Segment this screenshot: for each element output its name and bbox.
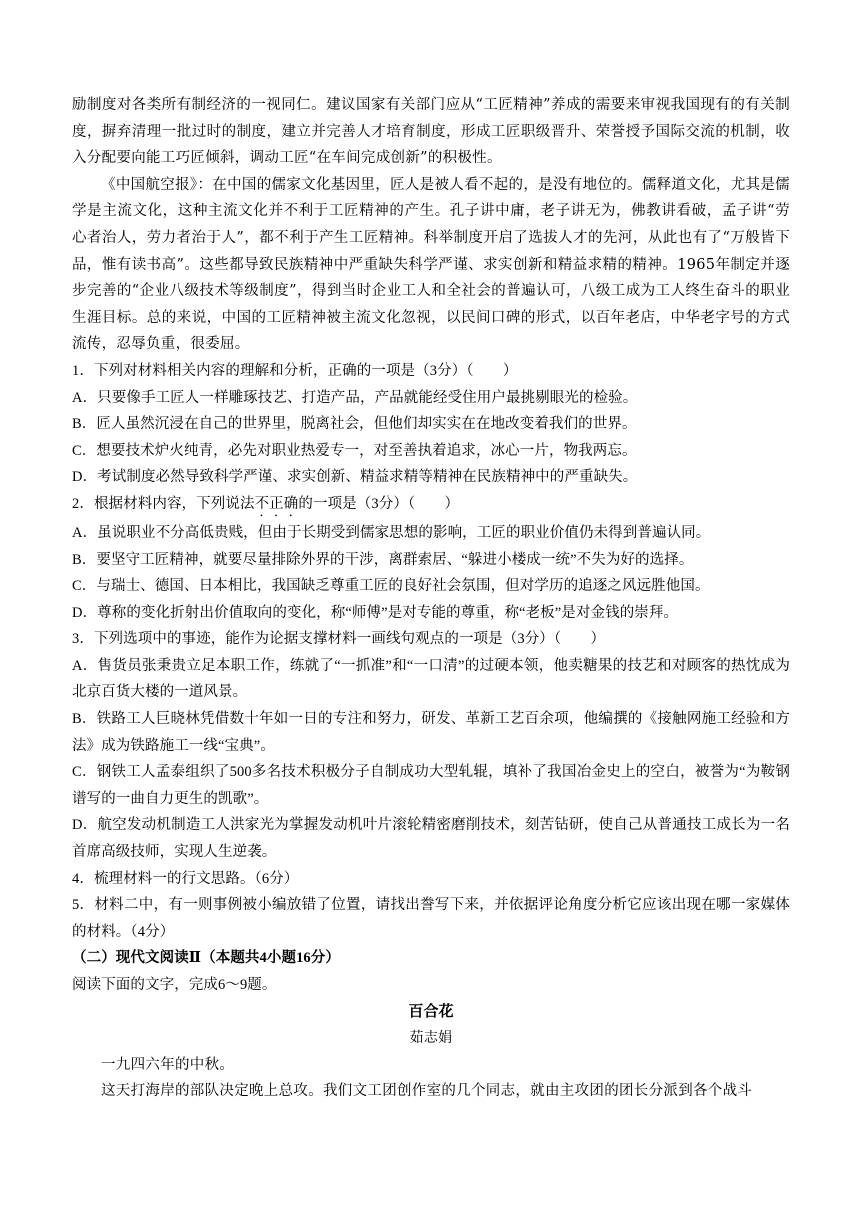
- question-2-option-a: A．虽说职业不分高低贵贱，但由于长期受到儒家思想的影响，工匠的职业价值仍未得到普遍认同。: [72, 524, 711, 541]
- story-author: 茹志娟: [409, 1030, 453, 1047]
- reading-instruction: 阅读下面的文字，完成6～9题。: [72, 977, 277, 993]
- question-3-option-c: C．钢铁工人孟泰组织了500多名技术积极分子自制成功大型轧辊，填补了我国冶金史上的空白，被誉为“为鞍钢谱写的一曲自力更生的凯歌”。: [72, 764, 790, 807]
- question-2-stem: [72, 491, 790, 520]
- story-paragraph-2: 这天打海岸的部队决定晚上总攻。我们文工团创作室的几个同志，就由主攻团的团长分派到各个战斗: [101, 1083, 753, 1100]
- material-paragraph-aviation-news: 《中国航空报》：在中国的儒家文化基因里，匠人是被人看不起的，是没有地位的。儒释道文化，尤其是儒学是主流文化，这种主流文化并不利于工匠精神的产生。孔子讲中庸，老子讲无为，佛教讲看破，孟子讲“劳心者治人，劳力者治于人”，都不利于产生工匠精神。科举制度开启了选拔人才的先河，从此也有了“万般皆下品，惟有读书高”。这些都导致民族精神中严重缺失科学严谨、求实创新和精益求精的精神。1965年制定并逐步完善的“企业八级技术等级制度”，得到当时企业工人和全社会的普遍认可，八级工成为工人终生奋斗的职业生涯目标。总的来说，中国的工匠精神被主流文化忽视，以民间口碑的形式，以百年老店，中华老字号的方式流传，忍辱负重，很委屈。: [72, 176, 790, 353]
- exam-page: [72, 92, 790, 1105]
- story-paragraph-1: 一九四六年的中秋。: [101, 1056, 235, 1073]
- question-3-option-b: B．铁路工人巨晓林凭借数十年如一日的专注和努力，研发、革新工艺百余项，他编撰的《接触网施工经验和方法》成为铁路施工一线“宝典”。: [72, 711, 790, 754]
- question-1-option-d: D．考试制度必然导致科学严谨、求实创新、精益求精等精神在民族精神中的严重缺失。: [72, 469, 638, 486]
- question-3-stem: 3．下列选项中的事迹，能作为论据支撑材料一画线句观点的一项是（3分）（ ）: [72, 631, 606, 648]
- question-2-option-c: C．与瑞士、德国、日本相比，我国缺乏尊重工匠的良好社会氛围，但对学历的追逐之风远胜他国。: [72, 578, 710, 595]
- story-title: 百合花: [408, 1003, 454, 1020]
- material-paragraph-tail: 励制度对各类所有制经济的一视同仁。建议国家有关部门应从“工匠精神”养成的需要来审视我国现有的有关制度，摒弃清理一批过时的制度，建立并完善人才培育制度，形成工匠职级晋升、荣誉授予国际交流的机制，收入分配要向能工巧匠倾斜，调动工匠“在车间完成创新”的积极性。: [72, 97, 790, 167]
- question-2-option-d: D．尊称的变化折射出价值取向的变化，称“师傅”是对专能的尊重，称“老板”是对金钱的崇拜。: [72, 604, 679, 621]
- question-2-emphasis: 不正确: [254, 495, 299, 512]
- question-2-stem-pre: 2．根据材料内容，下列说法: [72, 495, 255, 512]
- question-3-option-a: A．售货员张秉贵立足本职工作，练就了“一抓准”和“一口清”的过硬本领，他卖糖果的技艺和对顾客的热忱成为北京百货大楼的一道风景。: [72, 657, 790, 701]
- question-1-stem: 1．下列对材料相关内容的理解和分析，正确的一项是（3分）（ ）: [72, 362, 518, 379]
- question-4: 4．梳理材料一的行文思路。（6分）: [72, 870, 299, 887]
- question-1-option-a: A．只要像手工匠人一样雕琢技艺、打造产品，产品就能经受住用户最挑剔眼光的检验。: [72, 389, 638, 406]
- question-2-option-b: B．要坚守工匠精神，就要尽量排除外界的干涉，离群索居、“躲进小楼成一统”不失为好的选择。: [72, 551, 694, 568]
- question-2-stem-post: 的一项是（3分）（ ）: [298, 495, 460, 512]
- question-1-option-b: B．匠人虽然沉浸在自己的世界里，脱离社会，但他们却实实在在地改变着我们的世界。: [72, 416, 637, 433]
- question-3-option-d: D．航空发动机制造工人洪家光为掌握发动机叶片滚轮精密磨削技术，刻苦钻研，使自己从普通技工成长为一名首席高级技师，实现人生逆袭。: [72, 817, 790, 861]
- question-5: 5．材料二中，有一则事例被小编放错了位置，请找出誊写下来，并依据评论角度分析它应该出现在哪一家媒体的材料。（4分）: [72, 897, 790, 940]
- section-heading: （二）现代文阅读Ⅱ（本题共4小题16分）: [72, 950, 340, 967]
- question-1-option-c: C．想要技术炉火纯青，必先对职业热爱专一，对至善执着追求，冰心一片，物我两忘。: [72, 442, 637, 459]
